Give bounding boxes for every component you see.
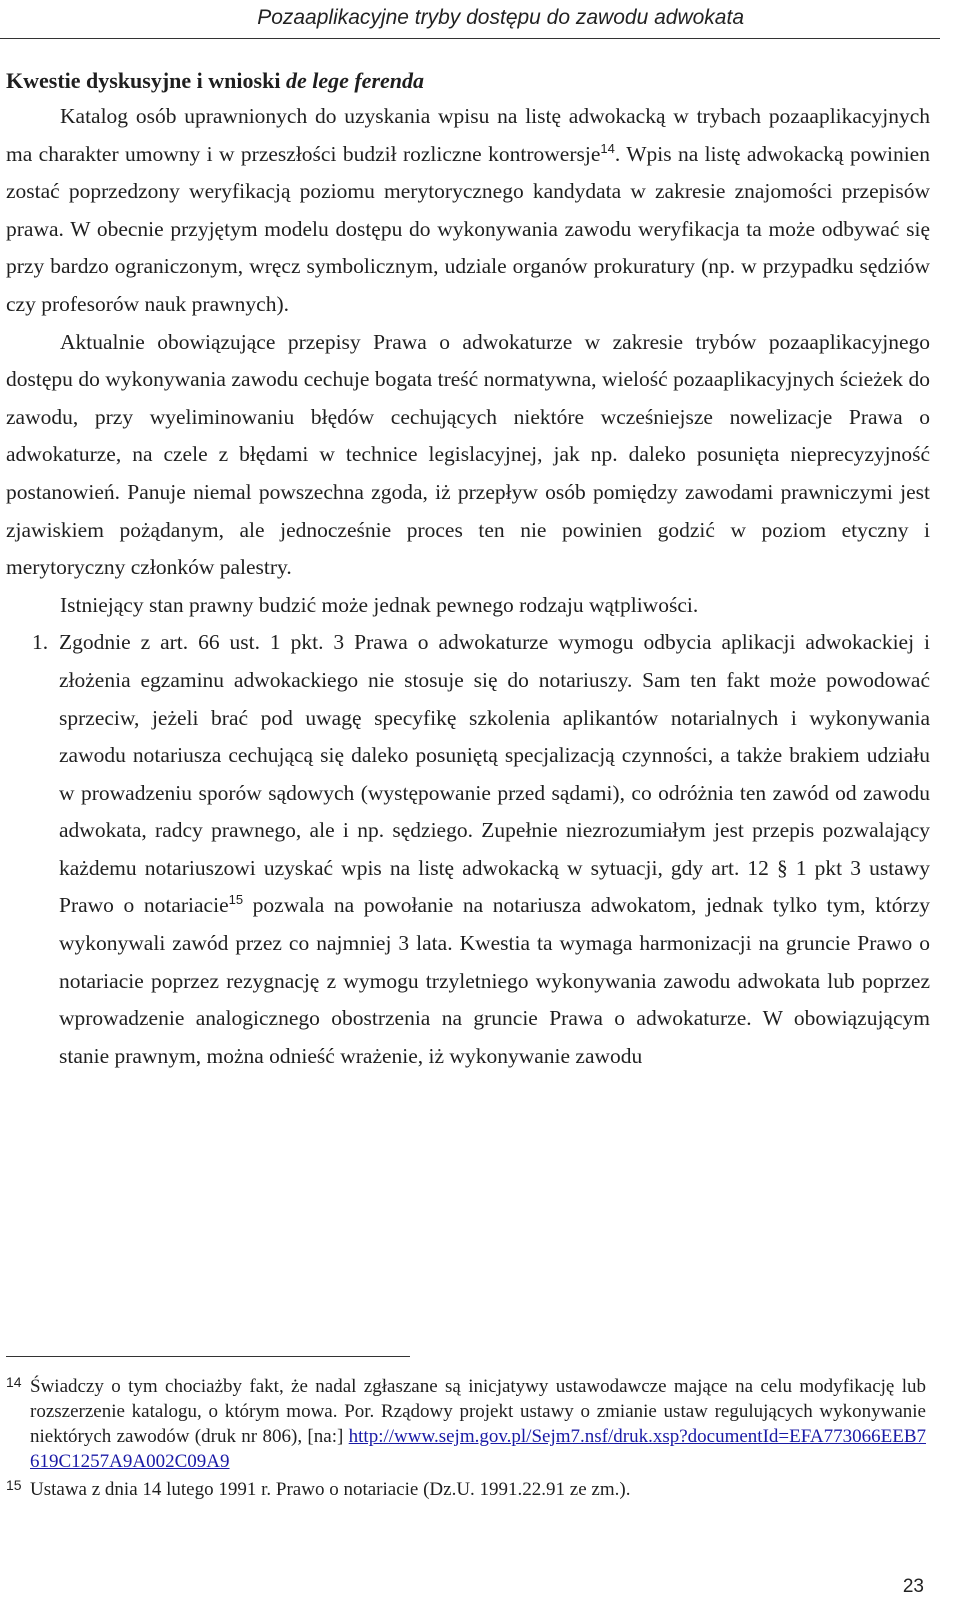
section-heading-italic: de lege ferenda [285,68,425,93]
paragraph-1 [6,98,930,324]
paragraph-1-part-b: . Wpis na listę adwokacką powinien zostać poprzedzony weryfikacją poziomu merytorycznego kandydata w zakresie znajomości przepisów prawa. W obecnie przyjętym modelu dostępu do wykonywania zawodu weryfikacja ta może odbywać się przy bardzo ograniczonym, wręcz symbolicznym, udziale organów prokuratury (np. w przypadku sędziów czy profesorów nauk prawnych). [6,141,930,316]
paragraph-3: Istniejący stan prawny budzić może jednak pewnego rodzaju wątpliwości. [60,592,699,617]
footnotes [6,1374,926,1505]
section-heading [6,64,930,98]
list-item-1-part-a: Zgodnie z art. 66 ust. 1 pkt. 3 Prawa o adwokaturze wymogu odbycia aplikacji adwokackiej i złożenia egzaminu adwokackiego nie stosuje się do notariuszy. Sam ten fakt może powodować sprzeciw, jeżeli brać pod uwagę specyfikę szkolenia aplikantów notarialnych i wykonywania zawodu notariusza cechującą się daleko posuniętą specjalizacją czynności, a także brakiem udziału w prowadzeniu sporów sądowych (występowanie przed sądami), co odróżnia ten zawód od zawodu adwokata, radcy prawnego, ale i np. sędziego. Zupełnie niezrozumiałym jest przepis pozwalający każdemu notariuszowi uzyskać wpis na listę adwokacką w sytuacji, gdy art. 12 § 1 pkt 3 ustawy Prawo o notariacie [59,630,930,918]
footnote-ref-15[interactable]: 15 [228,892,244,908]
footnote-ref-14[interactable]: 14 [600,140,615,156]
running-header [0,0,940,39]
footnote-text: Świadczy o tym chociażby fakt, że nadal zgłaszane są inicjatywy ustawodawcze mające na celu modyfikację lub rozszerzenie katalogu, o którym mowa. Por. Rządowy projekt ustawy o zmianie ustaw regulujących wykonywanie niektórych zawodów (druk nr 806), [na:] [30,1376,926,1447]
paragraph-2: Aktualnie obowiązujące przepisy Prawa o adwokaturze w zakresie trybów pozaaplikacyjnego dostępu do wykonywania zawodu cechuje bogata treść normatywna, wielość pozaaplikacyjnych ścieżek do zawodu, przy wyeliminowaniu błędów cechujących niektóre wcześniejsze nowelizacje Prawa o adwokaturze, na czele z błędami w technice legislacyjnej, jak np. daleko posunięta nieprecyzyjność postanowień. Panuje niemal powszechna zgoda, iż przepływ osób pomiędzy zawodami prawniczymi jest zjawiskiem pożądanym, ale jednocześnie proces ten nie powinien godzić w poziom etyczny i merytoryczny członków palestry. [6,329,930,580]
list-item-number: 1. [32,630,49,655]
running-title: Pozaaplikacyjne tryby dostępu do zawodu adwokata [257,6,744,29]
footnote-14 [6,1374,926,1474]
list-item-1 [6,624,930,1075]
footnote-link[interactable]: http://www.sejm.gov.pl/Sejm7.nsf/druk.xsp?documentId=EFA773066EEB7619C1257A9A002C09A9 [30,1426,926,1472]
footnote-number: 14 [6,1374,22,1390]
footnote-number: 15 [6,1477,22,1493]
footnote-divider [6,1356,410,1357]
main-text [6,64,930,1075]
page-number: 23 [902,1576,924,1597]
footnote-15 [6,1477,926,1502]
section-heading-main: Kwestie dyskusyjne i wnioski [6,68,286,93]
paragraph-1-part-a: Katalog osób uprawnionych do uzyskania wpisu na listę adwokacką w trybach pozaaplikacyjnych ma charakter umowny i w przeszłości budził rozliczne kontrowersje [6,104,930,166]
footnote-text: Ustawa z dnia 14 lutego 1991 r. Prawo o notariacie (Dz.U. 1991.22.91 ze zm.). [30,1479,631,1500]
list-item-1-part-b: pozwala na powołanie na notariusza adwokatom, jednak tylko tym, którzy wykonywali zawód przez co najmniej 3 lata. Kwestia ta wymaga harmonizacji na gruncie Prawo o notariacie poprzez rezygnację z wymogu trzyletniego wykonywania zawodu adwokata lub poprzez wprowadzenie analogicznego obostrzenia na gruncie Prawa o adwokaturze. W obowiązującym stanie prawnym, można odnieść wrażenie, iż wykonywanie zawodu [59,893,930,1068]
